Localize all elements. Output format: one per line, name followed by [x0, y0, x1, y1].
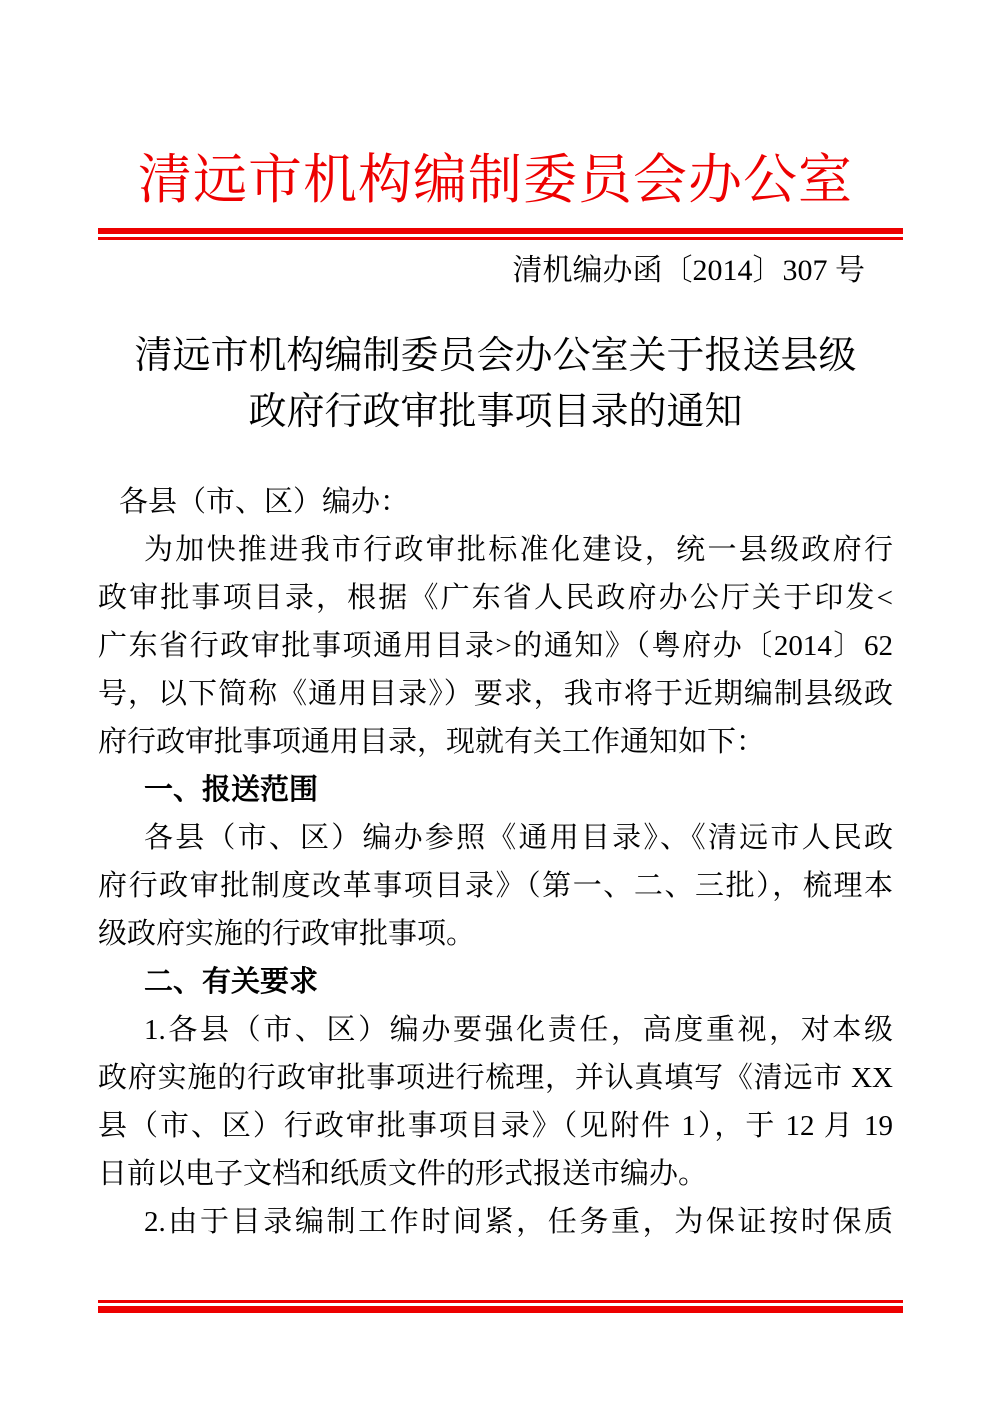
body-line: 1.各县（市、区）编办要强化责任，高度重视，对本级: [144, 1014, 893, 1046]
body-line: 府行政审批事项通用目录，现就有关工作通知如下：: [98, 726, 766, 758]
body-line: 府行政审批制度改革事项目录》（第一、二、三批），梳理本: [98, 870, 893, 902]
document-title: [98, 328, 893, 440]
footer-rule-thick: [98, 1306, 903, 1313]
body-line: 日前以电子文档和纸质文件的形式报送市编办。: [98, 1158, 708, 1190]
body-line: 号，以下简称《通用目录》）要求，我市将于近期编制县级政: [98, 678, 893, 710]
document-title-line1: 清远市机构编制委员会办公室关于报送县级: [134, 335, 857, 377]
body-line: 广东省行政审批事项通用目录>的通知》（粤府办〔2014〕62: [98, 630, 893, 662]
header-rule-thin: [98, 237, 903, 240]
body-line: 为加快推进我市行政审批标准化建设，统一县级政府行: [144, 534, 893, 566]
body-line: 各县（市、区）编办参照《通用目录》、《清远市人民政: [144, 822, 893, 854]
header-rule-thick: [98, 228, 903, 234]
document-number: 清机编办函〔2014〕307 号: [512, 254, 865, 287]
body-line: 级政府实施的行政审批事项。: [98, 918, 476, 950]
body-line: 县（市、区）行政审批事项目录》（见附件 1），于 12 月 19: [98, 1110, 893, 1142]
document-body: [98, 478, 893, 1246]
body-line: 2.由于目录编制工作时间紧，任务重，为保证按时保质: [144, 1206, 893, 1238]
document-title-line2: 政府行政审批事项目录的通知: [248, 391, 743, 433]
section-heading-2: 二、有关要求: [144, 966, 319, 998]
footer-rule-thin: [98, 1300, 903, 1303]
issuing-org-title: 清远市机构编制委员会办公室: [138, 150, 853, 210]
section-heading-1: 一、报送范围: [144, 774, 319, 806]
body-line: 政府实施的行政审批事项进行梳理，并认真填写《清远市 XX: [98, 1062, 893, 1094]
salutation-line: 各县（市、区）编办：: [119, 486, 410, 518]
body-line: 政审批事项目录，根据《广东省人民政府办公厅关于印发<: [98, 582, 893, 614]
